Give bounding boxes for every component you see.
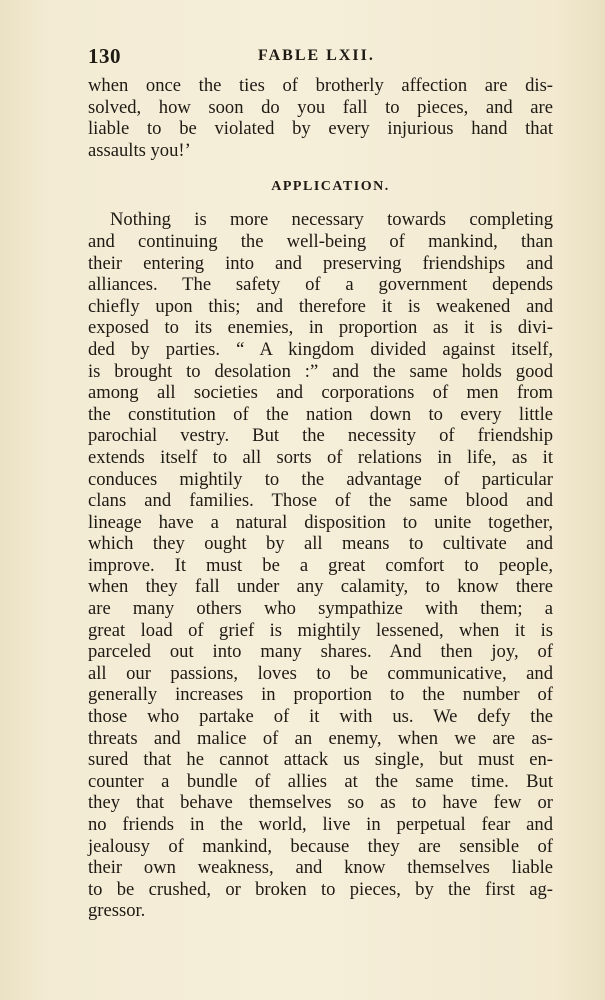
text-line: they that behave themselves so as to have few or <box>88 792 553 814</box>
body-text <box>88 75 553 922</box>
page-number: 130 <box>88 44 121 68</box>
text-line: chiefly upon this; and therefore it is weakened and <box>88 295 553 317</box>
text-line: liable to be violated by every injurious hand that <box>88 118 553 140</box>
fable-ending <box>88 75 553 161</box>
text-line: counter a bundle of allies at the same time. But <box>88 770 553 792</box>
text-line: are many others who sympathize with them; a <box>88 598 553 620</box>
text-line: parceled out into many shares. And then joy, of <box>88 641 553 663</box>
running-head: FABLE LXII. <box>258 47 375 64</box>
text-line: is brought to desolation :” and the same holds good <box>88 360 553 382</box>
page-header <box>88 44 553 74</box>
text-line: alliances. The safety of a government depends <box>88 274 553 296</box>
text-line: conduces mightily to the advantage of particular <box>88 468 553 490</box>
text-line: and continuing the well-being of mankind, than <box>88 230 553 252</box>
section-heading: APPLICATION. <box>271 179 390 195</box>
text-line: Nothing is more necessary towards completing <box>110 209 553 231</box>
text-line: their entering into and preserving friendships and <box>88 252 553 274</box>
application-paragraph <box>88 209 553 922</box>
text-line: parochial vestry. But the necessity of friendship <box>88 425 553 447</box>
text-line: assaults you!’ <box>88 139 191 161</box>
text-line: the constitution of the nation down to every little <box>88 403 553 425</box>
text-line: clans and families. Those of the same blood and <box>88 490 553 512</box>
text-line: improve. It must be a great comfort to people, <box>88 554 553 576</box>
text-line: among all societies and corporations of men from <box>88 382 553 404</box>
text-line: to be crushed, or broken to pieces, by the first ag- <box>88 878 553 900</box>
text-line: extends itself to all sorts of relations in life, as it <box>88 446 553 468</box>
text-line: their own weakness, and know themselves liable <box>88 857 553 879</box>
text-line: jealousy of mankind, because they are sensible of <box>88 835 553 857</box>
text-line: those who partake of it with us. We defy the <box>88 706 553 728</box>
text-line: all our passions, loves to be communicative, and <box>88 662 553 684</box>
text-line: solved, how soon do you fall to pieces, and are <box>88 96 553 118</box>
text-line: which they ought by all means to cultivate and <box>88 533 553 555</box>
text-line: exposed to its enemies, in proportion as it is divi- <box>88 317 553 339</box>
text-line: gressor. <box>88 900 146 922</box>
text-line: threats and malice of an enemy, when we are as- <box>88 727 553 749</box>
text-line: great load of grief is mightily lessened, when it is <box>88 619 553 641</box>
text-line: lineage have a natural disposition to unite together, <box>88 511 553 533</box>
text-line: generally increases in proportion to the number of <box>88 684 553 706</box>
text-line: sured that he cannot attack us single, but must en- <box>88 749 553 771</box>
text-line: when they fall under any calamity, to know there <box>88 576 553 598</box>
text-line: ded by parties. “ A kingdom divided against itself, <box>88 338 553 360</box>
text-line: no friends in the world, live in perpetual fear and <box>88 814 553 835</box>
text-line: when once the ties of brotherly affection are dis- <box>88 75 553 96</box>
